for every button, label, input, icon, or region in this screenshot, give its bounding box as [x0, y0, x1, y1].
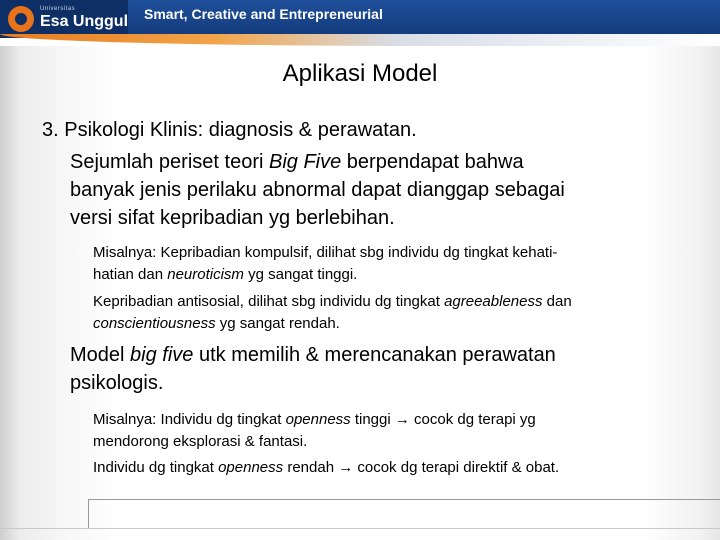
header-swoosh	[0, 34, 720, 46]
ex2-text: Individu dg tingkat	[93, 459, 219, 476]
para1-italic: Big Five	[268, 151, 342, 173]
ex2-text: tinggi	[350, 411, 395, 428]
arrow-right-icon: →	[338, 459, 354, 476]
ex2-italic: openness	[285, 411, 351, 428]
ex1-italic: neuroticism	[167, 266, 244, 283]
para2-text: utk memilih & merencanakan perawatan	[193, 344, 556, 366]
tagline: Smart, Creative and Entrepreneurial	[144, 6, 383, 22]
ex2-line1	[93, 409, 536, 431]
item-3-heading: 3. Psikologi Klinis: diagnosis & perawatan.	[42, 119, 417, 141]
para1-text: Sejumlah periset teori	[70, 151, 269, 173]
ex2-text: rendah	[283, 459, 339, 476]
frame-divider-vertical	[88, 499, 89, 529]
ex1-text: Kepribadian antisosial, dilihat sbg individu dg tingkat	[93, 293, 445, 310]
ex2-line3	[93, 457, 559, 479]
para1-line3: versi sifat kepribadian yg berlebihan.	[70, 207, 395, 229]
para1-text: berpendapat bahwa	[341, 151, 524, 173]
ex2-italic: openness	[218, 459, 284, 476]
frame-divider	[88, 499, 720, 500]
ex1-italic: conscientiousness	[93, 315, 216, 332]
para2-text: Model	[70, 344, 131, 366]
logo-text: Esa Unggul	[40, 13, 129, 30]
ex1-text: yg sangat rendah.	[215, 315, 340, 332]
arrow-right-icon: →	[394, 411, 410, 428]
ex2-text: Misalnya: Individu dg tingkat	[93, 411, 286, 428]
para2-line1	[70, 341, 556, 369]
para1-line2: banyak jenis perilaku abnormal dapat dianggap sebagai	[70, 179, 565, 201]
ex2-text: cocok dg terapi yg	[409, 411, 536, 428]
university-logo	[0, 0, 128, 38]
frame-bottom-line	[0, 528, 720, 529]
ex2-text: cocok dg terapi direktif & obat.	[353, 459, 560, 476]
ex2-line2: mendorong eksplorasi & fantasi.	[93, 433, 308, 450]
ex1-line2	[93, 264, 357, 286]
logo-subtitle: Universitas	[40, 6, 76, 12]
para1-line1	[70, 148, 524, 176]
ex1-text: dan	[542, 293, 572, 310]
header-bar	[0, 0, 720, 38]
ex1-line4	[93, 313, 340, 335]
ex1-italic: agreeableness	[444, 293, 543, 310]
ex1-line3	[93, 291, 572, 313]
slide-title: Aplikasi Model	[282, 60, 438, 87]
ex1-text: hatian dan	[93, 266, 168, 283]
logo-emblem-icon	[8, 6, 34, 32]
para2-line2: psikologis.	[70, 372, 164, 394]
ex1-text: yg sangat tinggi.	[243, 266, 358, 283]
para2-italic: big five	[130, 344, 194, 366]
ex1-line1: Misalnya: Kepribadian kompulsif, dilihat sbg individu dg tingkat kehati-	[93, 244, 558, 261]
